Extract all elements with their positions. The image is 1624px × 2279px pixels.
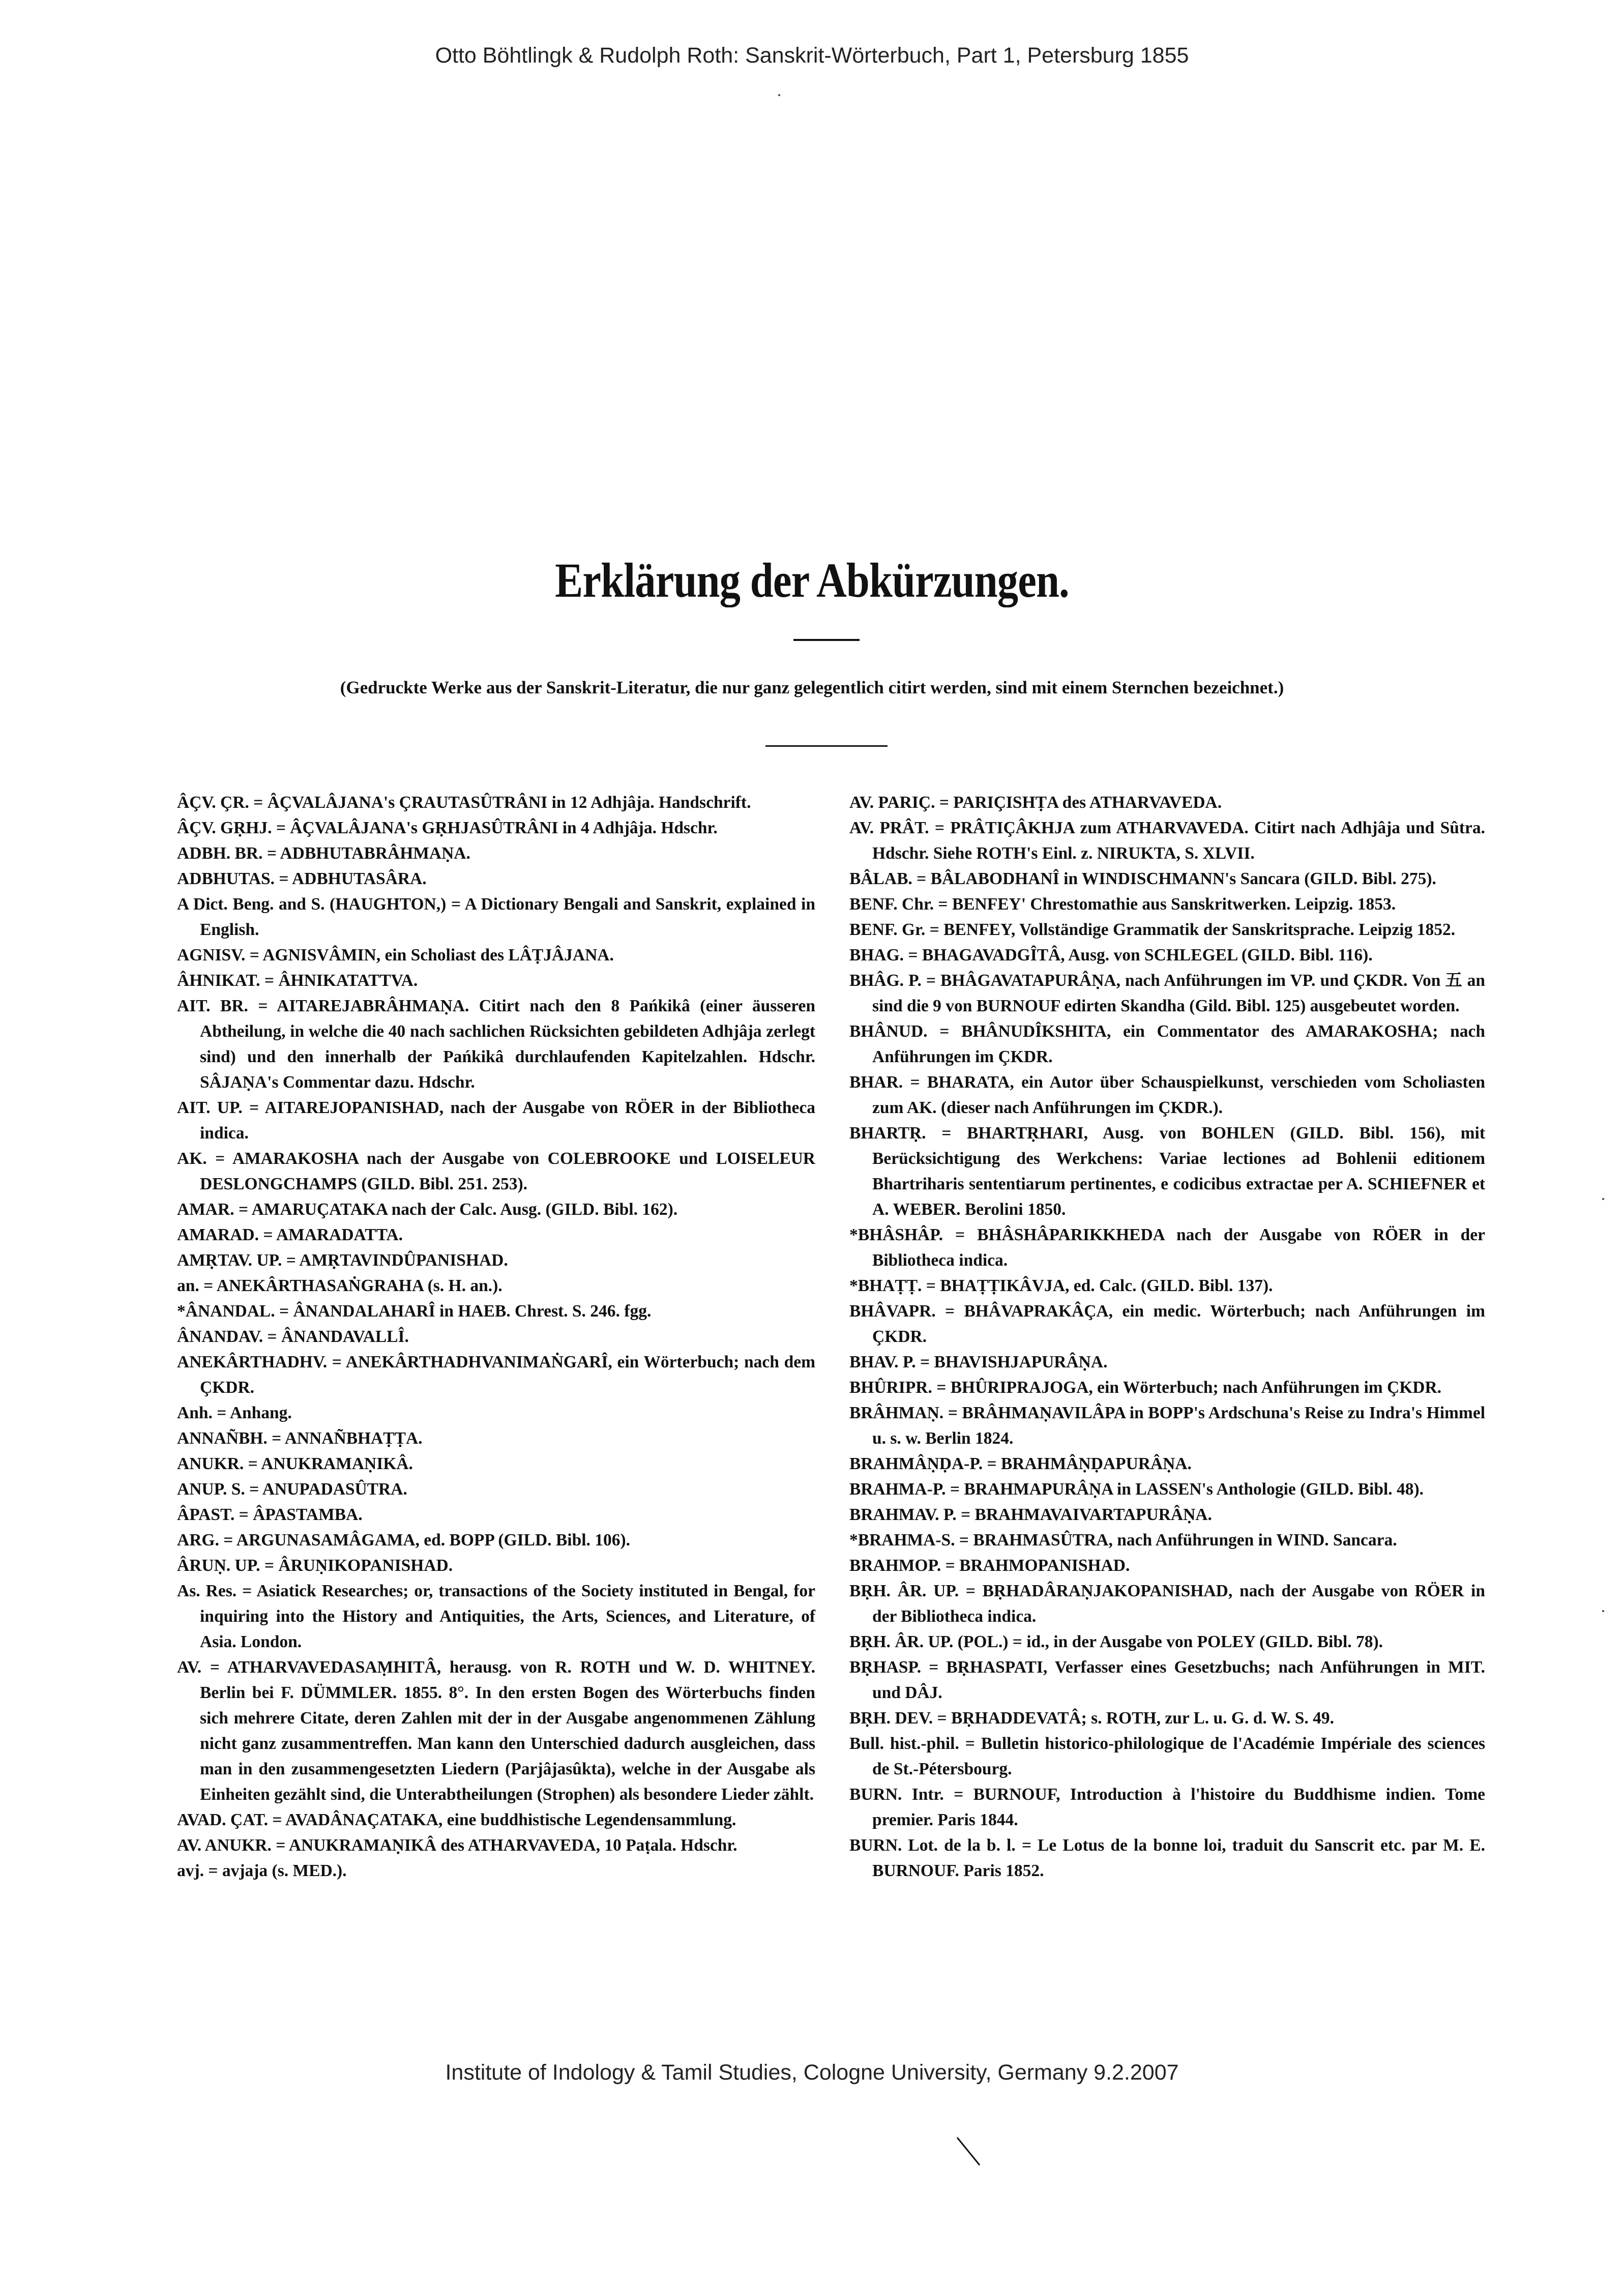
abbreviation-entry: BHARTṚ. = BHARTṚHARI, Ausg. von BOHLEN (GILD. Bibl. 156), mit Berücksichtigung des Werkchens: Variae lectiones ad Bohlenii editionem Bhartriharis sententiarum pertinentes, e codicibus extractae per A. SCHIEFNER et A. WEBER. Berolini 1850. [849,1124,1485,1219]
stray-pen-mark [956,2137,982,2167]
abbreviation-entry: ADBHUTAS. = ADBHUTASÂRA. [177,869,427,888]
abbreviation-entry: ARG. = ARGUNASAMÂGAMA, ed. BOPP (GILD. Bibl. 106). [177,1531,631,1550]
abbreviation-entry: AV. = ATHARVAVEDASAṂHITÂ, herausg. von R. ROTH und W. D. WHITNEY. Berlin bei F. DÜMMLER. 1855. 8°. In den ersten Bogen des Wörterbuchs finden sich mehrere Citate, deren Zahlen mit der in der Ausgabe angenommenen Zählung nicht ganz zusammentreffen. Man kann den Unterschied dadurch ausgleichen, dass man in den zusammengesetzten Liedern (Parjâjasûkta), welche in der Ausgabe als Einheiten gezählt sind, die Unterabtheilungen (Strophen) als besondere Lieder zählt. [177,1658,815,1804]
abbreviation-entry: BURN. Lot. de la b. l. = Le Lotus de la bonne loi, traduit du Sanscrit etc. par M. E. BURNOUF. Paris 1852. [849,1836,1485,1880]
abbreviation-entry: ANUKR. = ANUKRAMAṆIKÂ. [177,1454,413,1473]
abbreviation-entry: AMARAD. = AMARADATTA. [177,1225,403,1244]
abbreviation-entry: avj. = avjaja (s. MED.). [177,1861,347,1880]
abbreviation-entry: BRAHMOP. = BRAHMOPANISHAD. [849,1556,1130,1575]
abbreviation-entry: BRAHMA-P. = BRAHMAPURÂṆA in LASSEN's Anthologie (GILD. Bibl. 48). [849,1480,1424,1499]
abbreviation-entry: Bull. hist.-phil. = Bulletin historico-philologique de l'Académie Impériale des sciences de St.-Pétersbourg. [849,1734,1485,1778]
abbreviation-entry: AV. ANUKR. = ANUKRAMAṆIKÂ des ATHARVAVEDA, 10 Paṭala. Hdschr. [177,1836,737,1855]
abbreviation-entry: AIT. BR. = AITAREJABRÂHMAṆA. Citirt nach den 8 Pańkikâ (einer äusseren Abtheilung, in welche die 40 nach sachlichen Rücksichten gebildeten Adhjâja zerlegt sind) und den innerhalb der Pańkikâ durchlaufenden Kapitelzahlen. Hdschr. SÂJAṆA's Commentar dazu. Hdschr. [177,997,815,1092]
abbreviation-entry: BRAHMÂṆḌA-P. = BRAHMÂṆḌAPURÂṆA. [849,1454,1192,1473]
abbreviation-entry: Anh. = Anhang. [177,1404,292,1422]
page-subtitle: (Gedruckte Werke aus der Sanskrit-Literatur, die nur ganz gelegentlich citirt werden, sind mit einem Sternchen bezeichnet.) [340,678,1284,697]
abbreviation-entry: BHAG. = BHAGAVADGÎTÂ, Ausg. von SCHLEGEL (GILD. Bibl. 116). [849,946,1373,965]
abbreviation-entry: BENF. Chr. = BENFEY' Chrestomathie aus Sanskritwerken. Leipzig. 1853. [849,895,1396,914]
abbreviation-entry: BHÂVAPR. = BHÂVAPRAKÂÇA, ein medic. Wörterbuch; nach Anführungen im ÇKDR. [849,1302,1485,1346]
abbreviation-entry: ANNAÑBH. = ANNAÑBHAṬṬA. [177,1429,423,1448]
left-column [177,790,815,1884]
abbreviation-entry: BRÂHMAṆ. = BRÂHMAṆAVILÂPA in BOPP's Ardschuna's Reise zu Indra's Himmel u. s. w. Berlin 1824. [849,1404,1485,1448]
abbreviation-entry: BHÂNUD. = BHÂNUDÎKSHITA, ein Commentator des AMARAKOSHA; nach Anführungen im ÇKDR. [849,1022,1485,1066]
abbreviation-entry: BENF. Gr. = BENFEY, Vollständige Grammatik der Sanskritsprache. Leipzig 1852. [849,920,1456,939]
abbreviation-entry: AV. PRÂT. = PRÂTIÇÂKHJA zum ATHARVAVEDA. Citirt nach Adhjâja und Sûtra. Hdschr. Siehe ROTH's Einl. z. NIRUKTA, S. XLVII. [849,819,1485,863]
abbreviation-entry: AMAR. = AMARUÇATAKA nach der Calc. Ausg. (GILD. Bibl. 162). [177,1200,678,1219]
abbreviation-entry: AGNISV. = AGNISVÂMIN, ein Scholiast des LÂṬJÂJANA. [177,946,614,965]
abbreviation-entry: BURN. Intr. = BURNOUF, Introduction à l'histoire du Buddhisme indien. Tome premier. Paris 1844. [849,1785,1485,1829]
subtitle-rule [765,745,888,747]
abbreviation-entry: BÂLAB. = BÂLABODHANÎ in WINDISCHMANN's Sancara (GILD. Bibl. 275). [849,869,1436,888]
page-title: Erklärung der Abkürzungen. [555,553,1069,607]
right-column [849,790,1485,1884]
page-header: Otto Böhtlingk & Rudolph Roth: Sanskrit-Wörterbuch, Part 1, Petersburg 1855 [435,43,1189,68]
abbreviation-entry: BHAR. = BHARATA, ein Autor über Schauspielkunst, verschieden vom Scholiasten zum AK. (dieser nach Anführungen im ÇKDR.). [849,1073,1485,1117]
abbreviation-entry: BHAV. P. = BHAVISHJAPURÂṆA. [849,1353,1108,1371]
page-footer: Institute of Indology & Tamil Studies, Cologne University, Germany 9.2.2007 [445,2060,1179,2085]
abbreviation-entry: *BHAṬṬ. = BHAṬṬIKÂVJA, ed. Calc. (GILD. Bibl. 137). [849,1276,1273,1295]
abbreviation-entry: BHÛRIPR. = BHÛRIPRAJOGA, ein Wörterbuch; nach Anführungen im ÇKDR. [849,1378,1442,1397]
abbreviation-entry: ÂRUṆ. UP. = ÂRUṆIKOPANISHAD. [177,1556,453,1575]
title-rule [793,639,860,641]
abbreviation-entry: *BHÂSHÂP. = BHÂSHÂPARIKKHEDA nach der Ausgabe von RÖER in der Bibliotheca indica. [849,1225,1485,1270]
abbreviation-entry: an. = ANEKÂRTHASAṄGRAHA (s. H. an.). [177,1276,503,1295]
abbreviation-entry: AMṚTAV. UP. = AMṚTAVINDÛPANISHAD. [177,1251,508,1270]
abbreviation-entry: ÂPAST. = ÂPASTAMBA. [177,1505,363,1524]
abbreviation-entry: AV. PARIÇ. = PARIÇISHṬA des ATHARVAVEDA. [849,793,1222,812]
abbreviation-entry: ÂÇV. GṚHJ. = ÂÇVALÂJANA's GṚHJASÛTRÂNI in 4 Adhjâja. Hdschr. [177,819,718,837]
abbreviation-entry: ÂNANDAV. = ÂNANDAVALLÎ. [177,1327,409,1346]
abbreviation-entry: AVAD. ÇAT. = AVADÂNAÇATAKA, eine buddhistische Legendensammlung. [177,1810,736,1829]
scan-speck [1602,1610,1604,1612]
abbreviation-entry: As. Res. = Asiatick Researches; or, transactions of the Society instituted in Bengal, for inquiring into the History and Antiquities, the Arts, Sciences, and Literature, of Asia. London. [177,1582,815,1651]
abbreviation-entry: ANEKÂRTHADHV. = ANEKÂRTHADHVANIMAṄGARÎ, ein Wörterbuch; nach dem ÇKDR. [177,1353,815,1397]
abbreviation-entry: *ÂNANDAL. = ÂNANDALAHARÎ in HAEB. Chrest. S. 246. fgg. [177,1302,652,1321]
abbreviation-entry: ADBH. BR. = ADBHUTABRÂHMAṆA. [177,844,470,863]
abbreviation-entry: BṚH. DEV. = BṚHADDEVATÂ; s. ROTH, zur L. u. G. d. W. S. 49. [849,1709,1334,1728]
abbreviation-entry: BHÂG. P. = BHÂGAVATAPURÂṆA, nach Anführungen im VP. und ÇKDR. Von 五 an sind die 9 von BURNOUF edirten Skandha (Gild. Bibl. 125) ausgebeutet worden. [849,971,1485,1015]
abbreviation-entry: AIT. UP. = AITAREJOPANISHAD, nach der Ausgabe von RÖER in der Bibliotheca indica. [177,1098,815,1143]
abbreviation-entry: ÂÇV. ÇR. = ÂÇVALÂJANA's ÇRAUTASÛTRÂNI in 12 Adhjâja. Handschrift. [177,793,751,812]
abbreviation-entry: BRAHMAV. P. = BRAHMAVAIVARTAPURÂṆA. [849,1505,1212,1524]
scan-speck [1602,1198,1604,1200]
scan-speck [778,94,780,96]
abbreviation-entry: ANUP. S. = ANUPADASÛTRA. [177,1480,407,1499]
abbreviation-entry: BṚH. ÂR. UP. (POL.) = id., in der Ausgabe von POLEY (GILD. Bibl. 78). [849,1632,1383,1651]
abbreviation-entry: BṚH. ÂR. UP. = BṚHADÂRAṆJAKOPANISHAD, nach der Ausgabe von RÖER in der Bibliotheca indica. [849,1582,1485,1626]
abbreviation-entry: A Dict. Beng. and S. (HAUGHTON,) = A Dictionary Bengali and Sanskrit, explained in English. [177,895,815,939]
abbreviation-entry: AK. = AMARAKOSHA nach der Ausgabe von COLEBROOKE und LOISELEUR DESLONGCHAMPS (GILD. Bibl. 251. 253). [177,1149,815,1193]
abbreviation-entry: BṚHASP. = BṚHASPATI, Verfasser eines Gesetzbuchs; nach Anführungen in MIT. und DÂJ. [849,1658,1485,1702]
abbreviation-entry: *BRAHMA-S. = BRAHMASÛTRA, nach Anführungen in WIND. Sancara. [849,1531,1397,1550]
abbreviation-entry: ÂHNIKAT. = ÂHNIKATATTVA. [177,971,418,990]
